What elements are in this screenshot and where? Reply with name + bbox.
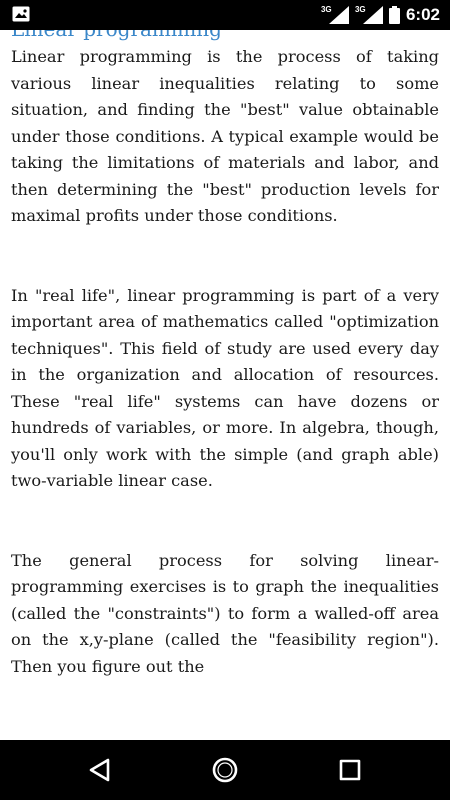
- network-left: [321, 4, 349, 26]
- signal-icon: [329, 6, 349, 24]
- article-body: [11, 16, 439, 680]
- home-circle-icon: [207, 752, 243, 788]
- image-notification-icon: [12, 6, 30, 22]
- network-type-label: 3G: [354, 5, 366, 14]
- recents-square-icon: [332, 752, 368, 788]
- article-scroll-view[interactable]: [0, 30, 450, 740]
- clock: 6:02: [405, 5, 440, 24]
- network-type-label: 3G: [320, 5, 332, 14]
- paragraph: Linear programming is the process of taking various linear inequalities relating to some situation, and finding the "best" value obtainable under those conditions. A typical example would be taking the limitations of materials and labor, and then determining the "best" production levels for maximal profits under those conditions.: [11, 47, 439, 225]
- network-right: [355, 4, 383, 26]
- back-button[interactable]: [82, 752, 118, 788]
- signal-icon: [363, 6, 383, 24]
- paragraph: The general process for solving linear-programming exercises is to graph the inequalities (called the "constraints") to form a walled-off area on the x,y-plane (called the "feasibility region"). Then you figure out the: [11, 550, 439, 676]
- navigation-bar: [0, 740, 450, 800]
- paragraph: In "real life", linear programming is part of a very important area of mathematics called "optimization techniques". This field of study are used every day in the organization and allocation of resources. These "real life" systems can have dozens or hundreds of variables, or more. In algebra, though, you'll only work with the simple (and graph able) two-variable linear case.: [11, 285, 439, 490]
- back-triangle-icon: [82, 752, 118, 788]
- status-bar: [0, 0, 450, 30]
- home-button[interactable]: [207, 752, 243, 788]
- status-icons: [321, 0, 440, 30]
- battery-icon: [389, 6, 400, 24]
- recents-button[interactable]: [332, 752, 368, 788]
